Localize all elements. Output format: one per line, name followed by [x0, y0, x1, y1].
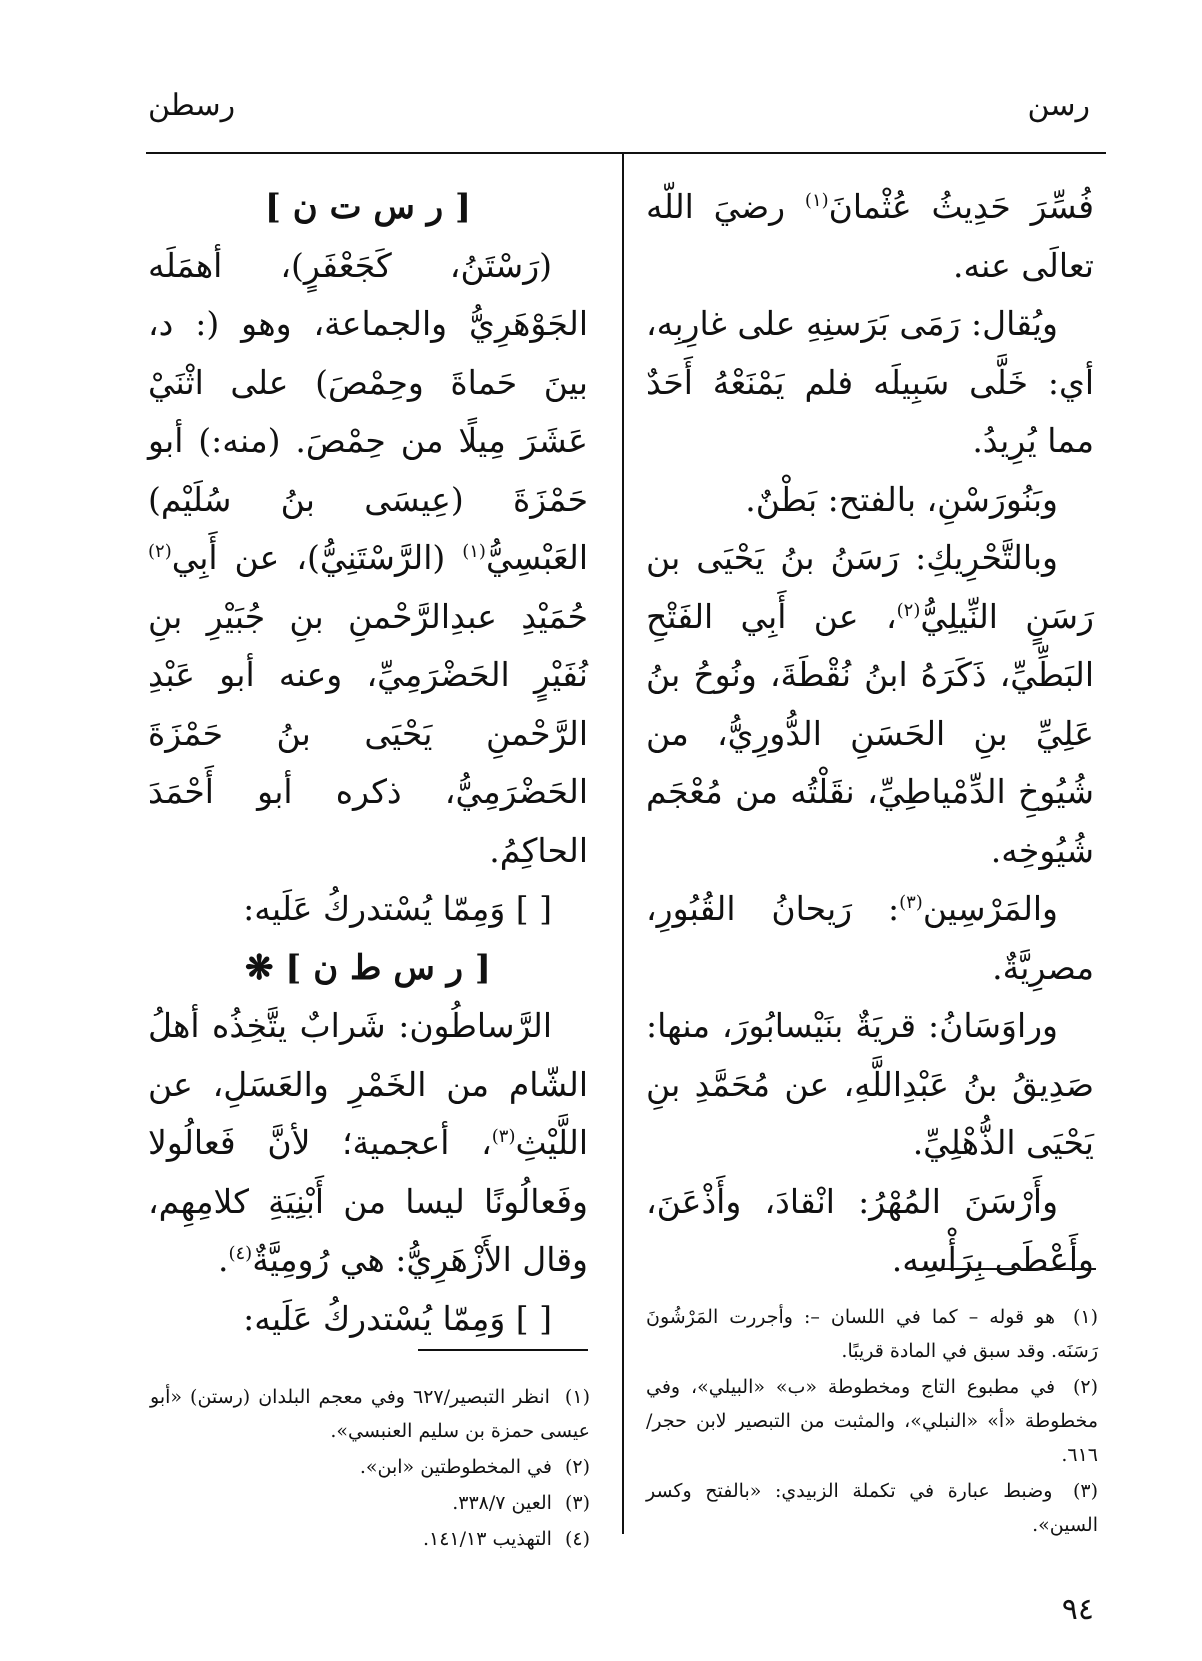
footnote-ref: (٣): [491, 1126, 516, 1147]
footnote: (٣) العين ٣٣٨/٧.: [452, 1492, 590, 1514]
running-head-left: رسطن: [148, 88, 236, 123]
paragraph-banuras: وبَنُورَسْنِ، بالفتح: بَطْنٌ.: [745, 479, 1058, 519]
mustadrak-line: [ ] وَمِمّا يُسْتدركُ عَلَيه:: [243, 889, 552, 928]
footnotes-left: [150, 1380, 590, 1558]
footnote: (٣) وضبط عبارة في تكملة الزبيدي: «بالفتح وكسر السين».: [646, 1480, 1098, 1536]
footnote-rule-left: [418, 1349, 588, 1351]
footnote: (٢) في مطبوع التاج ومخطوطة «ب» «البيلي»، وفي مخطوطة «أ» «النبلي»، والمثبت من التبصير لابن حجر/٦١٦.: [646, 1376, 1098, 1466]
footnote: (١) هو قوله – كما في اللسان –: وأجررت المَرْشُونَ رَسَنَه. وقد سبق في المادة قريبًا.: [646, 1306, 1098, 1362]
entry-body-rstn: (رَسْتَنُ، كَجَعْفَرٍ)، أهمَلَه الجَوْهَرِيُّ والجماعة، وهو (: د، بينَ حَماةَ وحِمْصَ) على اثْنَيْ عَشَرَ مِيلًا من حِمْصَ. (منه:) أبو حَمْزَةَ (عِيسَى بنُ سُلَيْم) العَبْسِيُّ$^{(١)}$ (الرَّسْتَنِيُّ)، عن أَبِي$^{(٢)}$ حُمَيْدِ عبدِالرَّحْمنِ بنِ جُبَيْرِ بنِ نُفَيْرٍ الحَضْرَمِيِّ، وعنه أبو عَبْدِ الرَّحْمنِ يَحْيَى بنُ حَمْزَةَ الحَضْرَمِيُّ، ذكره أبو أَحْمَدَ الحاكِمُ.: [148, 245, 588, 870]
running-head-right: رسن: [1027, 88, 1090, 123]
entry-body-rstn-2: الرَّساطُون: شَرابٌ يتَّخِذُه أهلُ الشّام من الخَمْرِ والعَسَلِ، عن اللَّيْثِ$^{(٣)}$، أعجمية؛ لأنَّ فَعالُولا وفَعالُونًا ليسا من أَبْنِيَةِ كلامِهِم، وقال الأَزْهَرِيُّ: هي رُومِيَّةٌ$^{(٤)}$.: [148, 1006, 588, 1279]
footnote: (٢) في المخطوطتين «ابن».: [359, 1456, 590, 1478]
header-rule: [146, 152, 1106, 154]
footnote-ref: (٤): [228, 1243, 253, 1264]
page-number: ٩٤: [1061, 1592, 1094, 1627]
footnote-ref: (٢): [896, 599, 921, 621]
right-column: [646, 178, 1094, 1290]
footnote-ref: (٢): [148, 541, 172, 562]
paragraph-rama: ويُقال: رَمَى بَرَسنِهِ على غارِبِه، أي: خَلَّى سَبِيلَه فلم يَمْنَعْهُ أَحَدٌ مما يُرِيدُ.: [646, 304, 1094, 460]
footnotes-right: [646, 1300, 1098, 1544]
entry-title-rstn: [ ر س ت ن ]: [264, 187, 472, 227]
paragraph-arsana: وأَرْسَنَ المُهْرُ: انْقادَ، وأَذْعَنَ، وأَعْطَى بِرَأْسِه.: [646, 1181, 1094, 1279]
paragraph-rasan: وبالتَّحْرِيكِ: رَسَنُ بنُ يَحْيَى بن رَسَنٍ النِّيلِيُّ$^{(٢)}$، عن أَبِي الفَتْحِ البَطِّيِّ، ذَكَرَهُ ابنُ نُقْطَةَ، ونُوحُ بنُ عَلِيِّ بنِ الحَسَنِ الدُّورِيُّ، من شُيُوخِ الدِّمْياطِيِّ، نقَلْتُه من مُعْجَم شُيُوخِه.: [646, 538, 1094, 870]
left-column: [148, 178, 588, 1348]
footnote-rule-right: [918, 1268, 1096, 1270]
footnote-ref: (١): [462, 541, 486, 562]
paragraph-rawasan: وراوَسَانُ: قريَةٌ بنَيْسابُورَ، منها: صَدِيقُ بنُ عَبْدِاللَّهِ، عن مُحَمَّدِ بنِ يَحْيَى الذُّهْلِيِّ.: [646, 1006, 1094, 1162]
paragraph-uthman: فُسِّرَ حَدِيثُ عُثْمانَ$^{(١)}$ رضيَ اللّه تعالَى عنه.: [646, 187, 1094, 285]
paragraph-marsin: والمَرْسِين$^{(٣)}$: رَيحانُ القُبُورِ، مصرِيَّةٌ.: [646, 889, 1094, 987]
footnote-ref: (٣): [899, 892, 923, 913]
footnote-ref: (١): [804, 190, 829, 211]
footnote: (١) انظر التبصير/٦٢٧ وفي معجم البلدان (رستن) «أبو عيسى حمزة بن سليم العنبسي».: [150, 1386, 590, 1442]
column-divider: [622, 154, 624, 1534]
footnote: (٤) التهذيب ١٤١/١٣.: [422, 1528, 590, 1550]
mustadrak-line: [ ] وَمِمّا يُسْتدركُ عَلَيه:: [243, 1298, 552, 1338]
entry-title-rstn-2: [ ر س ط ن ] ❋: [244, 947, 492, 988]
